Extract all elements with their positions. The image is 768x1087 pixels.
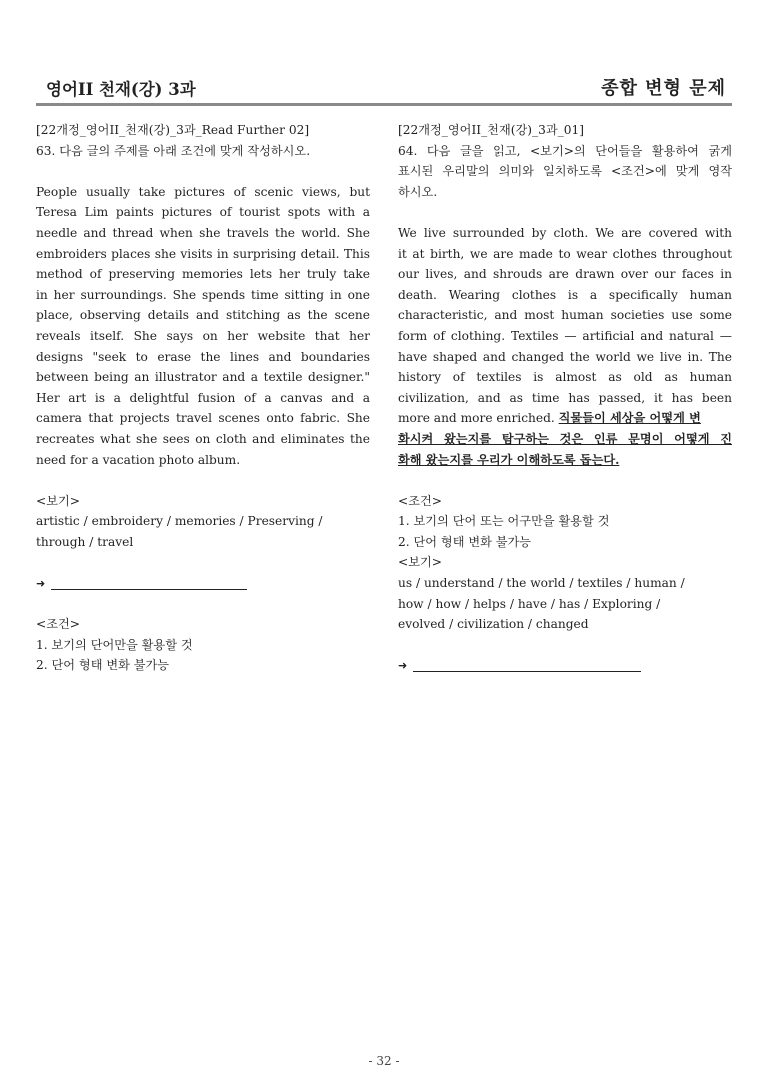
q63-bogi-words: through / travel	[36, 534, 134, 549]
question-63	[36, 120, 370, 676]
passage-line: People usually take pictures of scenic views, but	[36, 184, 370, 199]
passage-line: history of textiles is almost as old as human	[398, 370, 732, 385]
passage-line: death. Wearing clothes is a specifically human	[398, 287, 732, 302]
q64-bogi-words: how / how / helps / have / has / Exploring /	[398, 596, 661, 611]
q63-condition: 1. 보기의 단어만을 활용할 것	[36, 637, 193, 652]
q64-prompt-line: 64. 다음 글을 읽고, <보기>의 단어들을 활용하여 굵게	[398, 143, 732, 158]
passage-line: place, observing details and stitching as the scene	[36, 308, 370, 323]
page-number: - 32 -	[368, 1054, 400, 1068]
passage-line: method of preserving memories lets her truly take	[36, 267, 370, 282]
passage-line: it at birth, we are made to wear clothes throughout	[398, 246, 732, 261]
passage-line: need for a vacation photo album.	[36, 452, 241, 467]
section-title: 종합 변형 문제	[601, 78, 726, 99]
q64-bogi-words: evolved / civilization / changed	[398, 617, 589, 632]
passage-line: designs "seek to erase the lines and boundaries	[36, 349, 370, 364]
q64-condition: 1. 보기의 단어 또는 어구만을 활용할 것	[398, 514, 610, 529]
passage-line: our lives, and shrouds are drawn over our faces in	[398, 267, 732, 282]
passage-line: civilization, and as time has passed, it has been	[398, 390, 732, 405]
q64-prompt-line: 하시오.	[398, 184, 438, 199]
passage-line	[398, 408, 732, 429]
arrow-icon: ➜	[398, 659, 408, 673]
q63-passage	[36, 182, 370, 470]
passage-line: We live surrounded by cloth. We are covered with	[398, 225, 732, 240]
q63-condition: 2. 단어 형태 변화 불가능	[36, 658, 170, 673]
q63-bogi-words: artistic / embroidery / memories / Preserving /	[36, 514, 323, 529]
q64-source: [22개정_영어II_천재(강)_3과_01]	[398, 123, 584, 137]
q63-bogi-label: <보기>	[36, 493, 80, 508]
header-divider	[36, 103, 732, 106]
q64-bogi-label: <보기>	[398, 555, 442, 570]
passage-line: between being an illustrator and a textile designer."	[36, 370, 370, 385]
question-64	[398, 120, 732, 676]
q63-answer-line	[36, 573, 370, 594]
passage-line: needle and thread when she travels the world. She	[36, 225, 370, 240]
passage-line: reveals itself. She says on her website that her	[36, 328, 370, 343]
q64-bogi-words: us / understand / the world / textiles / human /	[398, 576, 685, 591]
passage-line: recreates what she sees on cloth and eliminates the	[36, 431, 370, 446]
bold-underlined-korean: 화해 왔는지를 우리가 이해하도록 돕는다.	[398, 452, 620, 467]
unit-title: 영어II 천재(강) 3과	[46, 80, 196, 99]
passage-line: have shaped and changed the world we live in. The	[398, 349, 732, 364]
passage-line: in her surroundings. She spends time sitting in one	[36, 287, 370, 302]
page-header	[36, 74, 732, 104]
q64-condition: 2. 단어 형태 변화 불가능	[398, 534, 532, 549]
q64-passage	[398, 223, 732, 470]
passage-line: Her art is a delightful fusion of a canvas and a	[36, 390, 370, 405]
q63-conditions-label: <조건>	[36, 617, 80, 632]
arrow-icon: ➜	[36, 577, 46, 591]
passage-line: camera that projects travel scenes onto fabric. She	[36, 411, 370, 426]
bold-underlined-korean: 직물들이 세상을 어떻게 변	[558, 411, 701, 426]
passage-text: more and more enriched.	[398, 411, 559, 426]
q63-prompt: 63. 다음 글의 주제를 아래 조건에 맞게 작성하시오.	[36, 143, 311, 158]
passage-line: characteristic, and most human societies use some	[398, 308, 732, 323]
q64-conditions-label: <조건>	[398, 493, 442, 508]
passage-line: Teresa Lim paints pictures of tourist spots with a	[36, 205, 370, 220]
passage-line: form of clothing. Textiles — artificial and natural —	[398, 328, 732, 343]
q63-source: [22개정_영어II_천재(강)_3과_Read Further 02]	[36, 123, 310, 137]
q64-answer-line	[398, 655, 732, 676]
passage-line: embroiders places she visits in surprising detail. This	[36, 246, 370, 261]
bold-underlined-korean: 화시켜 왔는지를 탐구하는 것은 인류 문명이 어떻게 진	[398, 431, 732, 446]
answer-blank[interactable]	[51, 577, 247, 590]
answer-blank[interactable]	[413, 659, 641, 672]
q64-prompt-line: 표시된 우리말의 의미와 일치하도록 <조건>에 맞게 영작	[398, 164, 732, 179]
